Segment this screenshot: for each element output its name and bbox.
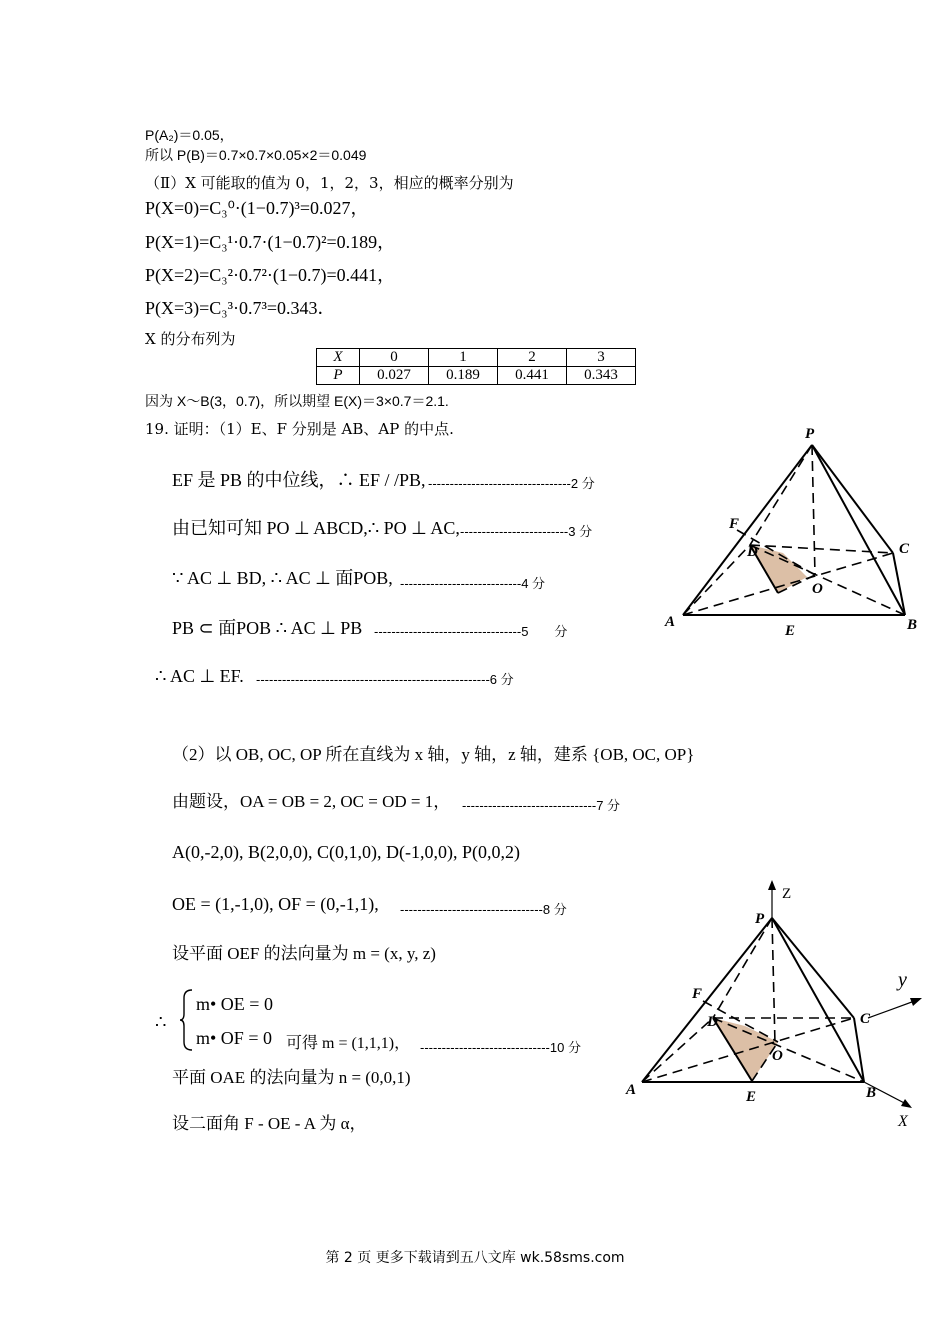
label-axis-x: X: [898, 1113, 908, 1130]
label-f: F: [729, 516, 740, 532]
step4: PB ⊂ 面POB ∴ AC ⊥ PB: [172, 618, 363, 638]
pb-line: 所以 P(B)＝0.7×0.7×0.05×2＝0.049: [145, 147, 367, 163]
table-cell: 2: [498, 349, 567, 367]
label-b: B: [866, 1085, 877, 1101]
label-c: C: [860, 1011, 871, 1027]
step4-score: ----------------------------------5 分: [374, 624, 568, 639]
normal-vector-n: 平面 OAE 的法向量为 n = (0,0,1): [172, 1068, 411, 1087]
label-a: A: [665, 614, 676, 630]
label-e: E: [746, 1089, 757, 1105]
page-footer: 第 2 页 更多下载请到五八文库 wk.58sms.com: [325, 1250, 625, 1266]
px1-line: P(X=1)=C₃¹·0.7·(1−0.7)²=0.189，: [145, 232, 396, 252]
expectation-line: 因为 X～B(3，0.7)，所以期望 E(X)＝3×0.7＝2.1.: [145, 393, 449, 409]
table-cell: 3: [567, 349, 636, 367]
px0-line: P(X=0)=C₃⁰·(1−0.7)³=0.027，: [145, 198, 369, 218]
step3-score: ----------------------------4 分: [400, 576, 546, 591]
px2-line: P(X=2)=C₃²·0.7²·(1−0.7)=0.441，: [145, 265, 396, 285]
table-cell: X: [317, 349, 360, 367]
px3-line: P(X=3)=C₃³·0.7³=0.343．: [145, 298, 336, 318]
step5-score: ------------------------------------------------------6 分: [256, 672, 514, 687]
table-cell: 1: [429, 349, 498, 367]
normal-vector-m: 设平面 OEF 的法向量为 m = (x, y, z): [172, 944, 436, 963]
pyramid-figure-1: [655, 415, 935, 645]
part2-line2-score: -------------------------------7 分: [462, 798, 621, 813]
table-cell: 0.027: [360, 367, 429, 385]
table-row: [317, 367, 636, 385]
vectors-line: OE = (1,-1,0), OF = (0,-1,1),: [172, 894, 379, 914]
label-e: E: [785, 623, 796, 639]
label-d: D: [707, 1014, 718, 1030]
shaded-triangle: [750, 545, 807, 593]
step5: ∴ AC ⊥ EF.: [155, 666, 244, 686]
system-eq2: m• OF = 0: [196, 1028, 272, 1048]
part2-intro: （Ⅱ）X 可能取的值为 0，1，2，3，相应的概率分别为: [145, 174, 514, 192]
pyramid-figure-2: [620, 878, 940, 1138]
step2: 由已知可知 PO ⊥ ABCD,∴ PO ⊥ AC,: [172, 518, 460, 538]
q19-heading: 19. 证明：（1）E、F 分别是 AB、AP 的中点.: [145, 420, 454, 438]
table-row: [317, 349, 636, 367]
system-score: ------------------------------10 分: [420, 1040, 581, 1055]
label-d: D: [747, 544, 758, 560]
label-f: F: [692, 986, 703, 1002]
dist-title: X 的分布列为: [145, 330, 236, 348]
label-p: P: [755, 911, 765, 927]
table-cell: 0.343: [567, 367, 636, 385]
pa2-line: P(A₂)＝0.05，: [145, 127, 234, 143]
label-axis-z: Z: [782, 886, 792, 902]
part2-line2: 由题设，OA = OB = 2, OC = OD = 1，: [172, 792, 451, 811]
part2-line1: （2）以 OB, OC, OP 所在直线为 x 轴，y 轴，z 轴，建系 {OB, OC, OP}: [172, 745, 695, 764]
system-eq1: m• OE = 0: [196, 994, 273, 1014]
table-cell: 0.189: [429, 367, 498, 385]
step3: ∵ AC ⊥ BD, ∴ AC ⊥ 面POB,: [172, 568, 393, 588]
label-b: B: [907, 617, 918, 633]
therefore-sign: ∴: [155, 1012, 167, 1032]
system-result: 可得 m = (1,1,1)，: [286, 1035, 411, 1052]
label-p: P: [805, 426, 815, 442]
table-cell: 0: [360, 349, 429, 367]
label-c: C: [899, 541, 910, 557]
table-cell: P: [317, 367, 360, 385]
step2-score: -------------------------3 分: [460, 524, 593, 539]
distribution-table: [316, 348, 636, 385]
label-a: A: [626, 1082, 637, 1098]
step1: EF 是 PB 的中位线，∴ EF / /PB,: [172, 470, 426, 490]
step1-score: ---------------------------------2 分: [428, 476, 595, 491]
coordinates-line: A(0,-2,0), B(2,0,0), C(0,1,0), D(-1,0,0), P(0,0,2): [172, 842, 520, 862]
system-brace: [180, 988, 194, 1052]
table-cell: 0.441: [498, 367, 567, 385]
label-o: O: [772, 1048, 783, 1064]
dihedral-angle: 设二面角 F - OE - A 为 α，: [172, 1114, 367, 1133]
label-axis-y: y: [898, 969, 907, 991]
vectors-score: ---------------------------------8 分: [400, 902, 567, 917]
label-o: O: [812, 581, 823, 597]
